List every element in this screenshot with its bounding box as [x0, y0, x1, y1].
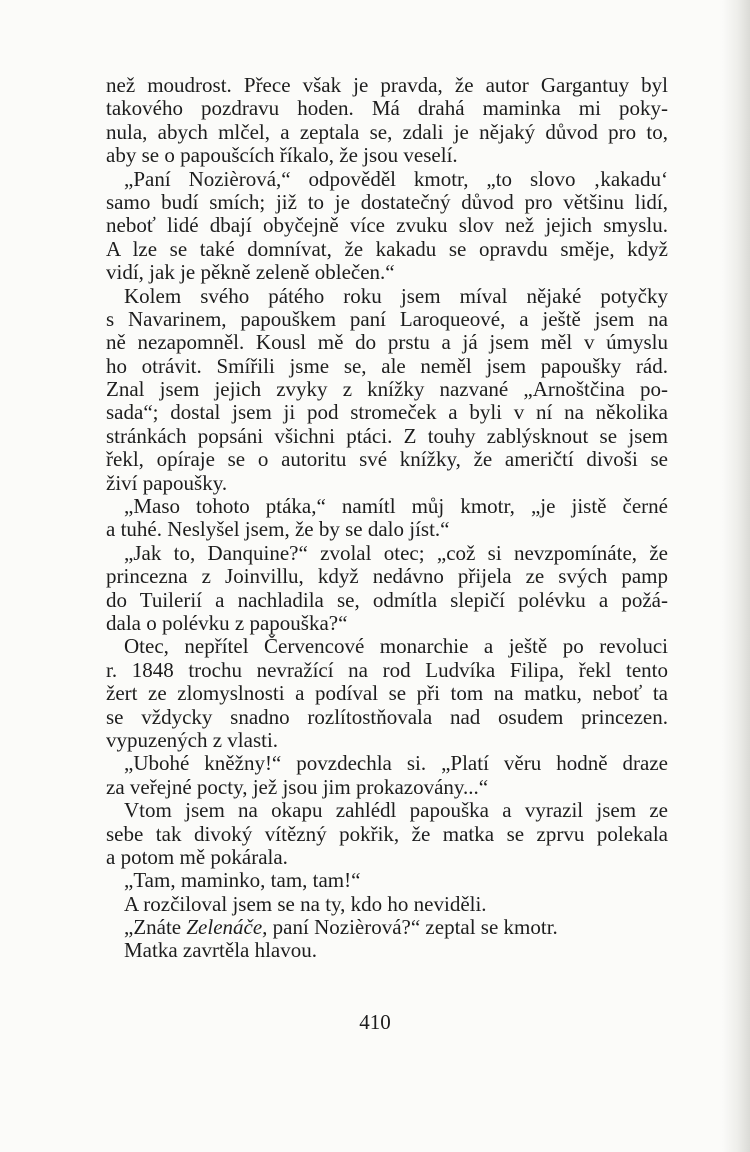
body-text	[106, 74, 668, 963]
text-line: aby se o papoušcích říkalo, že jsou veselí.	[106, 143, 458, 168]
text-line: A rozčiloval jsem se na ty, kdo ho neviděli.	[124, 891, 487, 916]
text-line: žert ze zlomyslnosti a podíval se při tom na matku, neboť ta	[106, 681, 668, 706]
text-line: Vtom jsem na okapu zahlédl papouška a vyrazil jsem ze	[124, 798, 668, 823]
text-line: řekl, opíraje se o autoritu své knížky, že američtí divoši se	[106, 447, 668, 472]
text-line: samo budí smích; již to je dostatečný důvod pro většinu lidí,	[106, 189, 668, 214]
text-line: „Jak to, Danquine?“ zvolal otec; „což si nevzpomínáte, že	[124, 540, 668, 565]
text-line: A lze se také domnívat, že kakadu se opravdu směje, když	[106, 236, 668, 261]
text-line: „Paní Nozièrová,“ odpověděl kmotr, „to slovo ‚kakadu‘	[124, 166, 668, 191]
text-line: neboť lidé dbají obyčejně více zvuku slov než jejich smyslu.	[106, 213, 668, 238]
text-line: živí papoušky.	[106, 470, 228, 495]
text-line: Matka zavrtěla hlavou.	[124, 938, 317, 963]
text-line: za veřejné pocty, jež jsou jim prokazovány...“	[106, 774, 489, 799]
text-line: princezna z Joinvillu, když nedávno přijela ze svých pamp	[106, 564, 668, 589]
text-line: Kolem svého pátého roku jsem míval nějaké potyčky	[124, 283, 668, 308]
text-line: vidí, jak je pěkně zeleně oblečen.“	[106, 260, 395, 285]
page-edge-shadow	[722, 0, 750, 1152]
text-line: Znal jsem jejich zvyky z knížky nazvané „Arnoštčina po-	[106, 377, 668, 402]
text-line: dala o polévku z papouška?“	[106, 610, 348, 635]
text-line: Otec, nepřítel Červencové monarchie a ještě po revoluci	[124, 634, 668, 659]
text-line: „Znáte Zelenáče, paní Nozièrová?“ zeptal se kmotr.	[124, 915, 558, 940]
text-line: ho otrávit. Smířili jsme se, ale neměl jsem papoušky rád.	[106, 353, 668, 378]
text-line: než moudrost. Přece však je pravda, že autor Gargantuy byl	[106, 73, 668, 97]
text-line: a tuhé. Neslyšel jsem, že by se dalo jíst.“	[106, 517, 450, 542]
text-line: „Tam, maminko, tam, tam!“	[124, 868, 361, 893]
page-number: 410	[359, 1010, 391, 1034]
text-line: r. 1848 trochu nevražící na rod Ludvíka Filipa, řekl tento	[106, 657, 668, 682]
text-line: sebe tak divoký vítězný pokřik, že matka se zprvu polekala	[106, 821, 668, 846]
text-line: „Maso tohoto ptáka,“ namítl můj kmotr, „je jistě černé	[124, 494, 668, 519]
text-line: nula, abych mlčel, a zeptala se, zdali je nějaký důvod pro to,	[106, 119, 668, 144]
text-line: vypuzených z vlasti.	[106, 727, 279, 752]
text-line: a potom mě pokárala.	[106, 844, 288, 869]
text-line: s Navarinem, papouškem paní Laroqueové, a ještě jsem na	[106, 306, 668, 331]
text-line: do Tuilerií a nachladila se, odmítla slepičí polévku a požá-	[106, 587, 668, 612]
text-line: ně nezapomněl. Kousl mě do prstu a já jsem měl v úmyslu	[106, 330, 668, 355]
text-line: se vždycky snadno rozlítostňovala nad osudem princezen.	[106, 704, 668, 729]
text-line: sada“; dostal jsem ji pod stromeček a byli v ní na několika	[106, 400, 668, 425]
text-line: „Ubohé kněžny!“ povzdechla si. „Platí věru hodně draze	[124, 751, 668, 776]
text-line: stránkách popsáni všichni ptáci. Z touhy zablýsknout se jsem	[106, 423, 668, 448]
italic-title: Zelenáče,	[186, 915, 268, 940]
text-line: takového pozdravu hoden. Má drahá maminka mi poky-	[106, 96, 668, 121]
